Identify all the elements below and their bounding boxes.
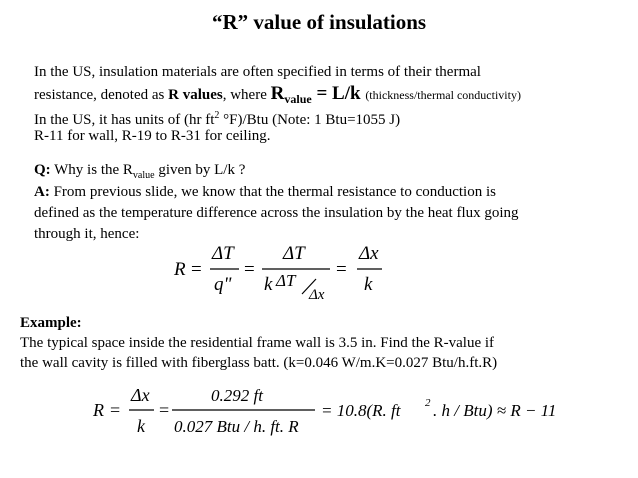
question-subscript: value — [132, 170, 155, 181]
f1-den-2-dt: ΔT — [276, 271, 296, 290]
question-label: Q: — [34, 162, 51, 178]
question-text-b: given by L/k ? — [154, 162, 246, 178]
f1-num-1: ΔT — [212, 243, 234, 264]
example-line-1: The typical space inside the residential frame wall is 3.5 in. Find the R-value if — [20, 335, 495, 351]
f1-den-2-dx: Δx — [309, 287, 325, 303]
f1-eq-3: = — [336, 259, 347, 280]
f1-num-3: Δx — [359, 243, 379, 264]
f1-eq-2: = — [244, 259, 255, 280]
example-label: Example: — [20, 315, 82, 331]
intro-line-1: In the US, insulation materials are often specified in terms of their thermal — [34, 64, 481, 80]
f1-eq-1: = — [191, 259, 202, 280]
answer-text-1: From previous slide, we know that the thermal resistance to conduction is — [49, 184, 496, 200]
rvalue-subscript: value — [284, 92, 312, 106]
f1-num-2: ΔT — [283, 243, 305, 264]
f2-den-2: 0.027 Btu / h. ft. R — [174, 417, 299, 436]
f2-result-b: . h / Btu) ≈ R − 11 — [433, 401, 557, 420]
example-line-2: the wall cavity is filled with fiberglass batt. (k=0.046 W/m.K=0.027 Btu/h.ft.R) — [20, 355, 498, 371]
r-values-term: R values — [168, 87, 223, 103]
page-title: “R” value of insulations — [211, 10, 427, 34]
f2-result-a: = 10.8(R. ft — [321, 401, 401, 420]
f1-den-2-k: k — [264, 274, 273, 295]
intro-line-3-text-b: °F)/Btu (Note: 1 Btu=1055 J) — [219, 112, 401, 128]
f1-den-1: q" — [214, 274, 232, 295]
rvalue-symbol: R — [270, 83, 285, 104]
f2-result-sup: 2 — [425, 397, 431, 409]
question-text-a: Why is the R — [50, 162, 133, 178]
f1-r: R — [174, 259, 186, 280]
answer-line-3: through it, hence: — [34, 226, 140, 242]
f1-den-3: k — [364, 274, 373, 295]
f2-eq-2: = — [159, 400, 170, 420]
intro-line-3-sup: 2 — [214, 110, 220, 121]
f2-eq-1: = — [110, 400, 121, 420]
f2-r: R — [93, 400, 104, 420]
intro-line-2-text-b: , where — [222, 87, 271, 103]
answer-label: A: — [34, 184, 50, 200]
f2-den-1: k — [137, 416, 145, 436]
intro-line-4: R-11 for wall, R-19 to R-31 for ceiling. — [34, 128, 271, 144]
rvalue-note: (thickness/thermal conductivity) — [365, 88, 521, 102]
f2-num-2: 0.292 ft — [211, 386, 263, 405]
rvalue-definition: = L/k — [311, 83, 366, 104]
intro-line-3-text-a: In the US, it has units of (hr ft — [34, 112, 215, 128]
f2-num-1: Δx — [131, 385, 150, 405]
intro-line-2-text-a: resistance, denoted as — [34, 87, 169, 103]
answer-line-2: defined as the temperature difference across the insulation by the heat flux going — [34, 205, 519, 221]
